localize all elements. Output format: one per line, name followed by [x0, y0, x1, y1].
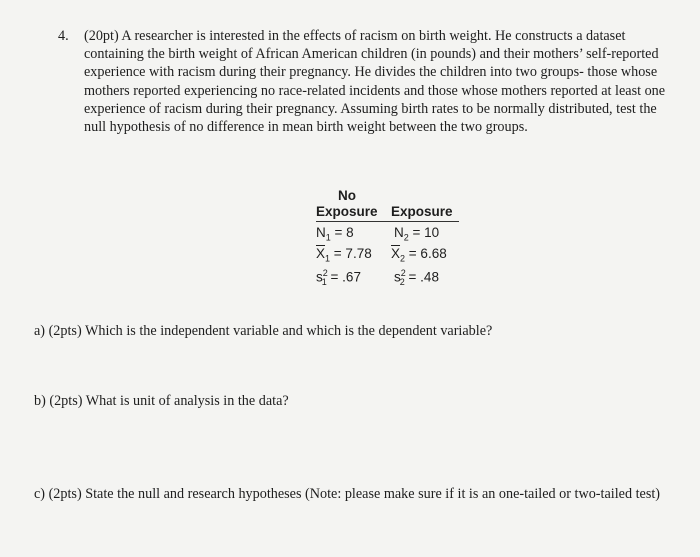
s1-value: = .67 — [330, 269, 361, 285]
col1-header: Exposure — [316, 204, 378, 219]
n1-cell: $N_1 = 8$ — [316, 225, 354, 243]
header-rule — [316, 221, 459, 222]
question-c: c) (2pts) State the null and research hypotheses (Note: please make sure if it is an one-tailed or two-tailed test) — [34, 486, 661, 502]
s1-cell: $s^2_1 = .67$ — [316, 268, 361, 288]
x2-value: = 6.68 — [408, 246, 447, 261]
n2-value: = 10 — [412, 225, 440, 240]
s2-value: = .48 — [408, 269, 439, 285]
x1-value: = 7.78 — [333, 246, 372, 261]
s2-cell: $s^2_2 = .48$ — [394, 268, 439, 288]
problem-text: (20pt) A researcher is interested in the effects of racism on birth weight. He constructs a dataset containing the birth weight of African American children (in pounds) and their mothers’ self-reported experience with racism during their pregnancy. He divides the children into two groups- those whose mothers reported experiencing no race-related incidents and those whose mothers reported at least one experience of racism during their pregnancy. Assuming birth rates to be normally distributed, test the null hypothesis of no difference in mean birth weight between the two groups. — [84, 28, 666, 136]
question-b: b) (2pts) What is unit of analysis in the data? — [34, 393, 289, 409]
x1-cell: $\overline{X}_1 = 7.78$ — [316, 246, 372, 264]
n1-value: = 8 — [334, 225, 354, 240]
problem-number: 4. — [58, 28, 69, 44]
n2-cell: $N_2 = 10$ — [394, 225, 440, 243]
col2-header: Exposure — [391, 204, 453, 219]
problem-4 — [58, 27, 668, 136]
col1-header-top: No — [338, 188, 356, 203]
question-a: a) (2pts) Which is the independent variable and which is the dependent variable? — [34, 323, 493, 339]
x2-cell: $\overline{X}_2 = 6.68$ — [391, 246, 447, 264]
